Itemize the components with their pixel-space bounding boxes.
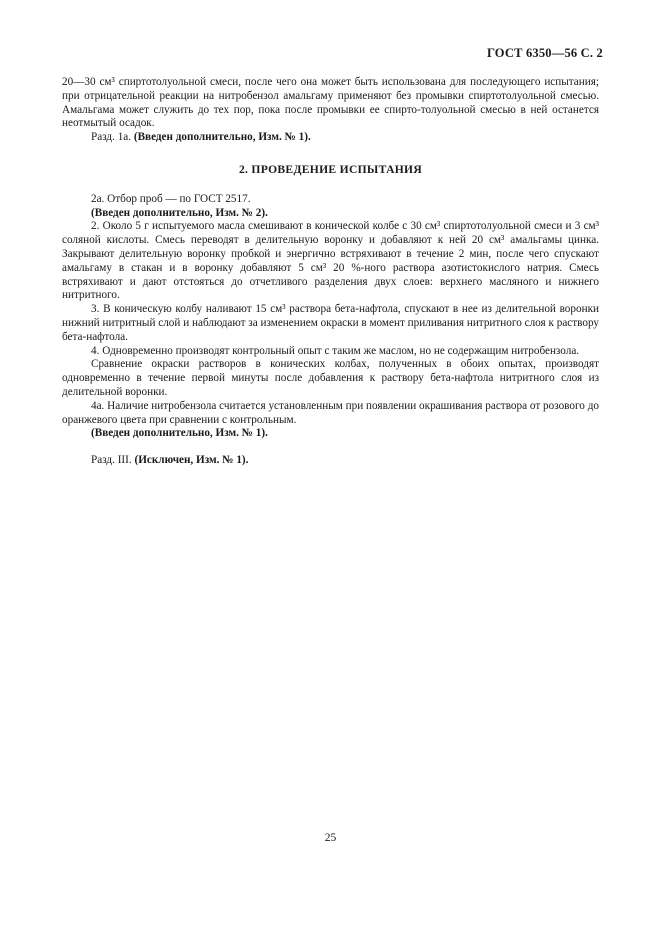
section-3-label: Разд. III. [91, 454, 132, 467]
paragraph-4a: 4а. Наличие нитробензола считается установленным при появлении окрашивания раствора от розового до оранжевого цвета при сравнении с контрольным. [62, 399, 599, 426]
intro-paragraph: 20—30 см³ спиртотолуольной смеси, после чего она может быть использована для последующего испытания; при отрицательной реакции на нитробензол амальгаму применяют без промывки спиртотолуольной смесью. Амальгама может служить до тех пор, пока после промывки ее спирто-толуольной смесью в ней останется неотмытый осадок. [62, 76, 599, 130]
page-number: 25 [324, 832, 337, 844]
section-3-amendment: (Исключен, Изм. № 1). [134, 454, 249, 467]
paragraph-4-continued: Сравнение окраски растворов в конических колбах, полученных в обоих опытах, производят одновременно в течение первой минуты после добавления к раствору бета-нафтола нитритного слоя из делительной воронки. [62, 358, 599, 398]
section-3-note [62, 454, 599, 468]
document-body [62, 76, 599, 468]
spacer [62, 441, 599, 454]
paragraph-3: 3. В коническую колбу наливают 15 см³ раствора бета-нафтола, спускают в нее из делительной воронки нижний нитритный слой и наблюдают за изменением окраски в момент приливания нитритного слоя к раствору бета-нафтола. [62, 303, 599, 343]
section-2-title: 2. ПРОВЕДЕНИЕ ИСПЫТАНИЯ [238, 162, 423, 176]
section-1a-amendment: (Введен дополнительно, Изм. № 1). [133, 131, 311, 144]
page-header: ГОСТ 6350—56 С. 2 [486, 46, 603, 60]
paragraph-2: 2. Около 5 г испытуемого масла смешивают в конической колбе с 30 см³ спиртотолуольной смеси и 3 см³ соляной кислоты. Смесь переводят в делительную воронку и добавляют к ней 20 см³ амальгамы цинка. Закрывают делительную воронку пробкой и энергично встряхивают в течение 2 мин, после чего спускают амальгаму в стакан и в воронку добавляют 5 см³ 20 %-ного раствора азотистокислого натрия. Смесь встряхивают и дают отстояться до отчетливого разделения двух слоев: верхнего масляного и нижнего нитритного. [62, 220, 599, 302]
paragraph-4a-amendment: (Введен дополнительно, Изм. № 1). [91, 427, 268, 440]
paragraph-4: 4. Одновременно производят контрольный опыт с таким же маслом, но не содержащим нитробензола. [91, 344, 580, 357]
section-1a-note [62, 131, 599, 145]
section-1a-label: Разд. 1а. [91, 131, 132, 144]
paragraph-2a-amendment: (Введен дополнительно, Изм. № 2). [91, 206, 268, 219]
paragraph-2a: 2а. Отбор проб — по ГОСТ 2517. [91, 192, 251, 205]
